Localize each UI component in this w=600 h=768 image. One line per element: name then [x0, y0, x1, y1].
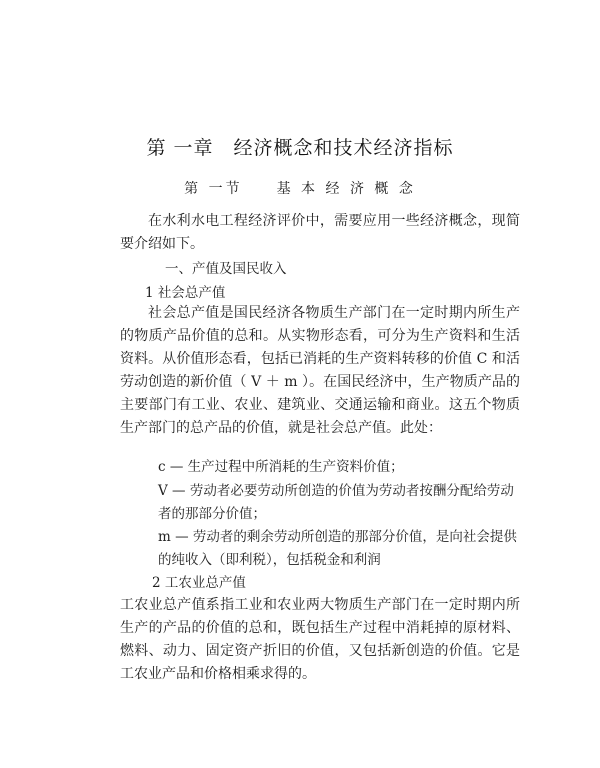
definition-item-m: m — 劳动者的剩余劳动所创造的那部分价值，是向社会提供的纯收入（即利税），包括税金和利润	[158, 529, 517, 568]
paragraph-industrial-agricultural-output: 工农业总产值系指工业和农业两大物质生产部门在一定时期内所生产的产品的价值的总和，既包括生产过程中消耗掉的原材料、燃料、动力、固定资产折旧的价值，又包括新创造的价值。它是工农业产品和价格相乘求得的。	[120, 597, 520, 682]
subheading-gross-social-product: 1 社会总产值	[145, 285, 226, 301]
heading-output-and-income: 一、产值及国民收入	[165, 261, 287, 277]
section-title: 第 一节 基 本 经 济 概 念	[184, 181, 416, 197]
definition-item-c: c — 生产过程中所消耗的生产资料价值；	[158, 459, 404, 475]
chapter-title: 第 一章 经济概念和技术经济指标	[146, 137, 454, 159]
subheading-industrial-agricultural-output: 2 工农业总产值	[152, 575, 246, 591]
intro-paragraph: 在水利水电工程经济评价中，需要应用一些经济概念，现简要介绍如下。	[120, 213, 520, 252]
definition-item-v: V — 劳动者必要劳动所创造的价值为劳动者按酬分配给劳动者的那部分价值；	[158, 483, 514, 522]
paragraph-gross-social-product: 社会总产值是国民经济各物质生产部门在一定时期内所生产的物质产品价值的总和。从实物形态看，可分为生产资料和生活资料。从价值形态看，包括已消耗的生产资料转移的价值 C 和活劳动创造的新价值（ V ＋ m ）。在国民经济中，生产物质产品的主要部门有工业、农业、建筑业、交通运输和商业。这五个物质生产部门的总产品的价值，就是社会总产值。此处：	[120, 305, 520, 436]
